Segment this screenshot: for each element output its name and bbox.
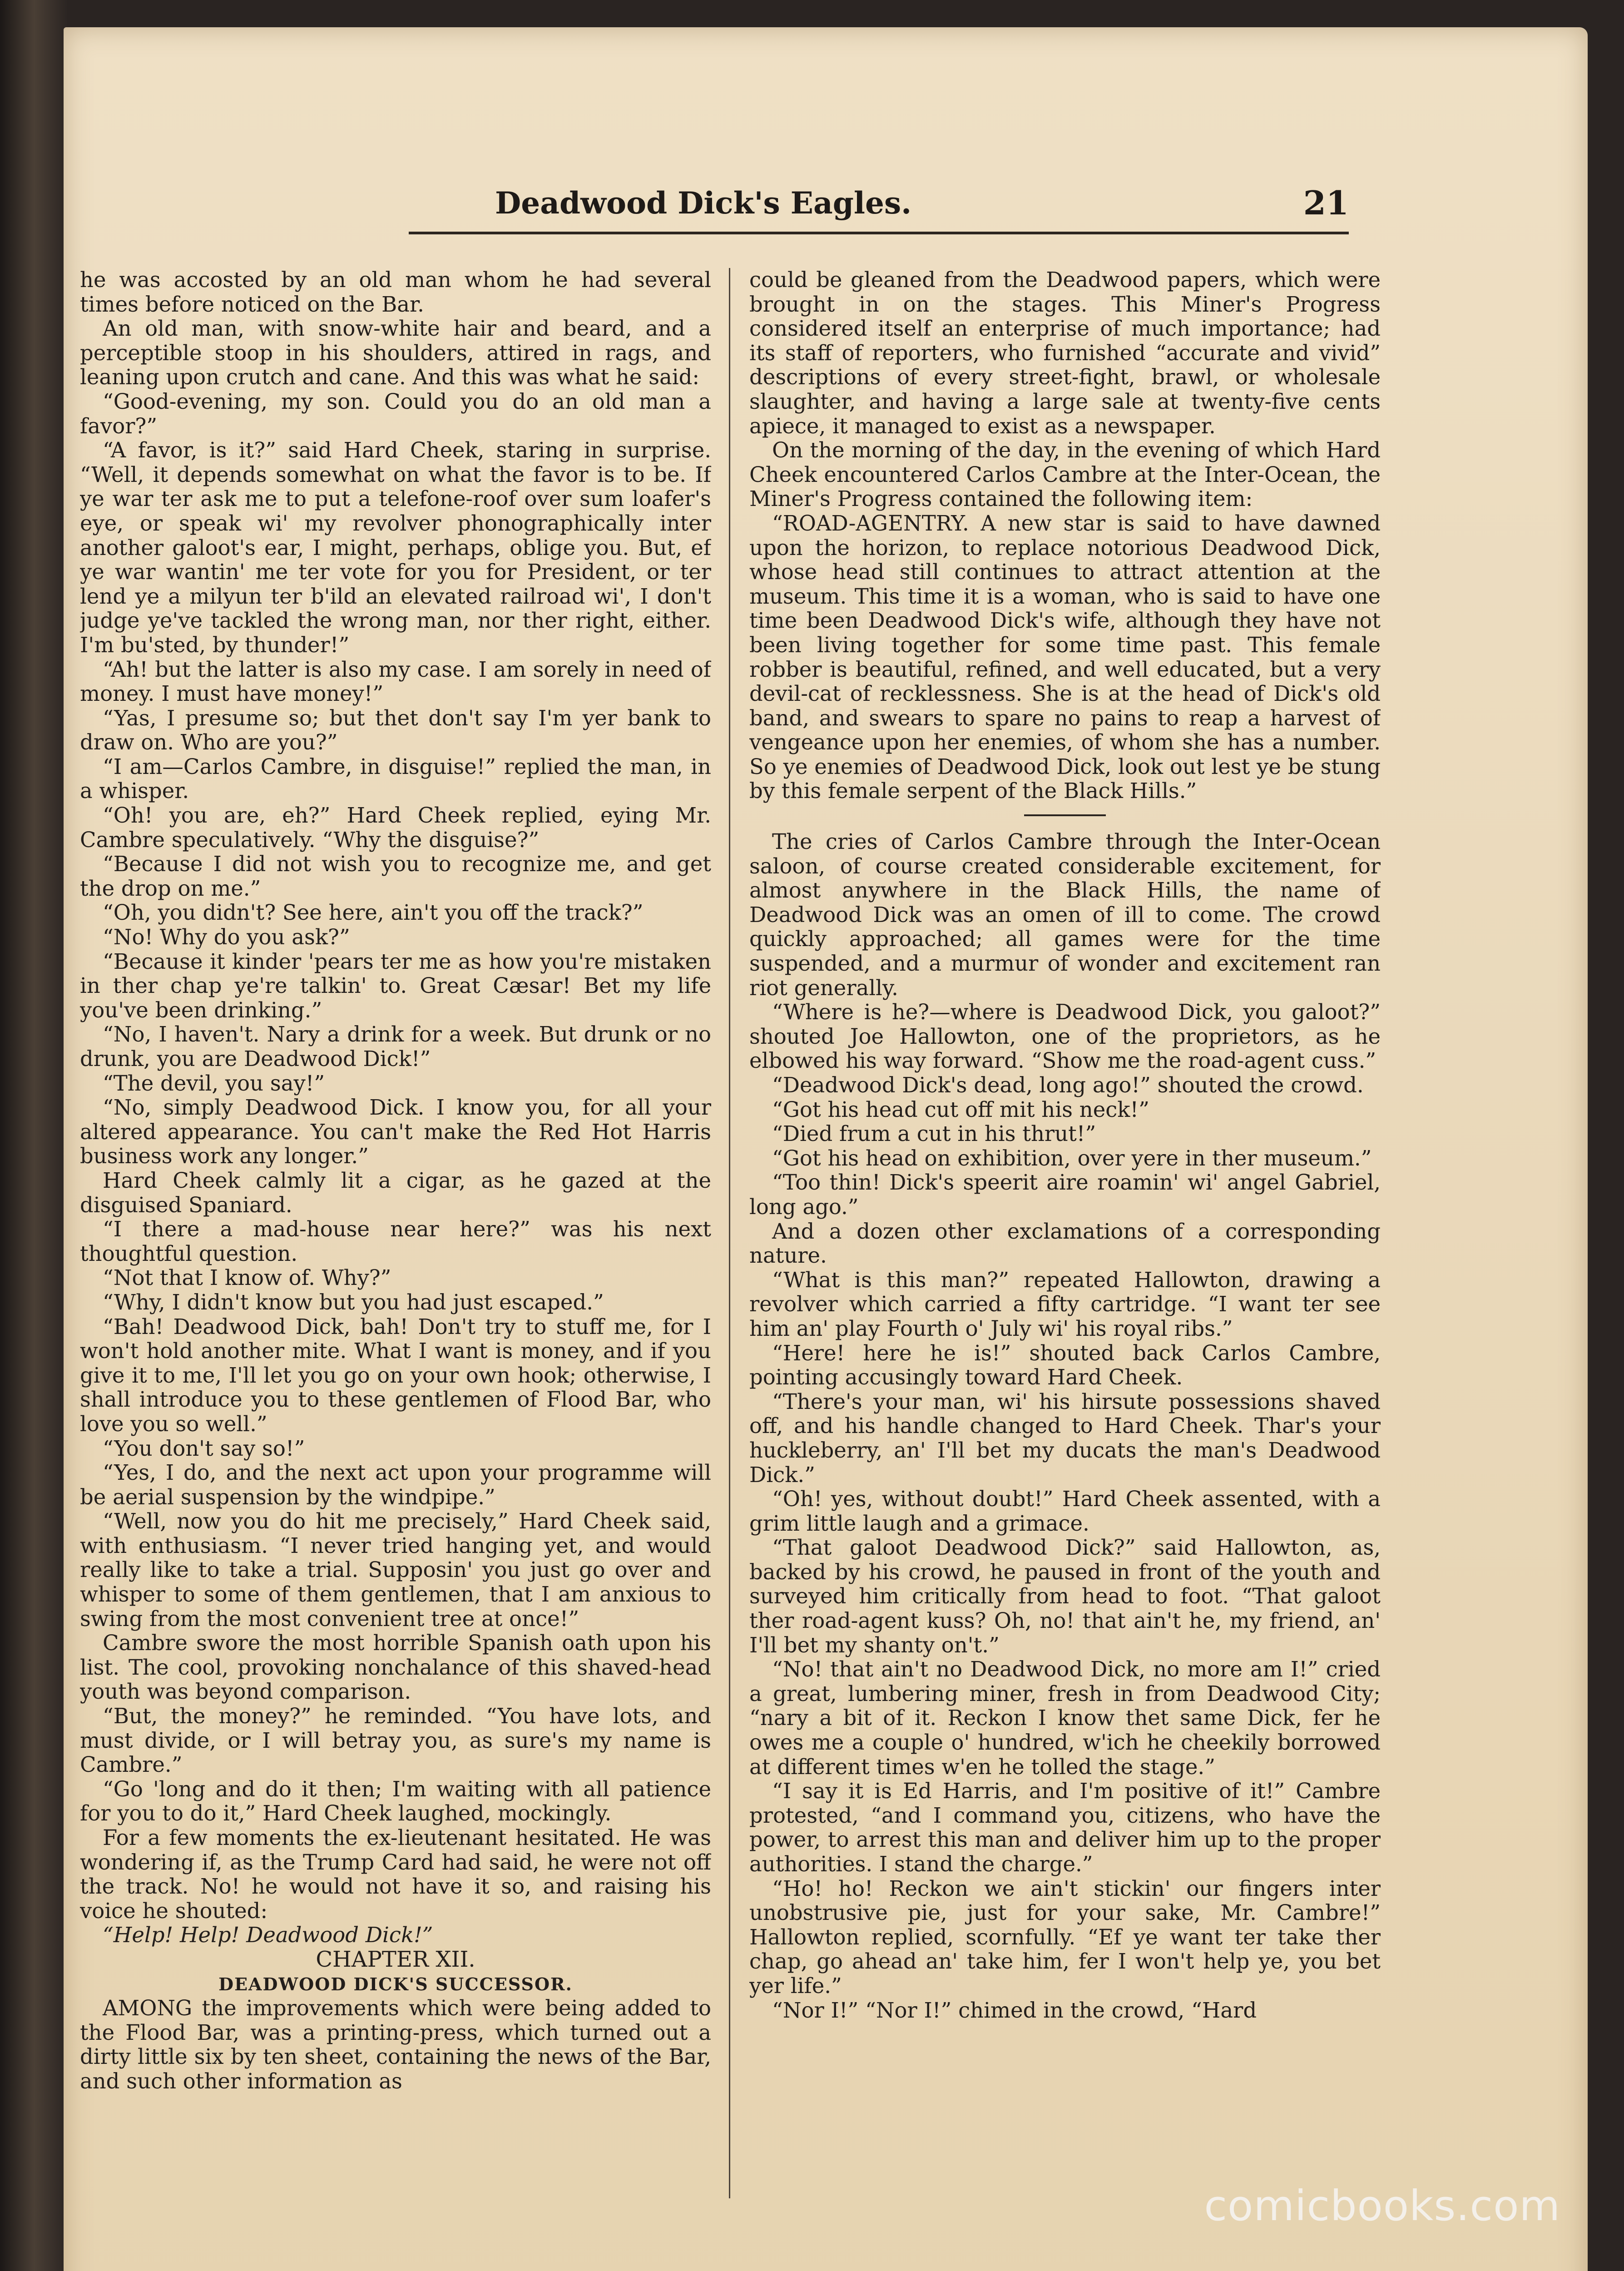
paragraph: “I say it is Ed Harris, and I'm positive of it!” Cambre protested, “and I command you, citizens, who have the power, to arrest this man and deliver him up to the proper authorities. I stand the charge.” [749, 1779, 1381, 1876]
watermark: comicbooks.com [1204, 2182, 1560, 2230]
paragraph: “Died frum a cut in his thrut!” [772, 1121, 1096, 1146]
paragraph: he was accosted by an old man whom he had several times before noticed on the Bar. [80, 268, 711, 317]
paragraph: “No! Why do you ask?” [103, 925, 350, 950]
paragraph: “But, the money?” he reminded. “You have lots, and must divide, or I will betray you, as sure's my name is Cambre.” [80, 1704, 711, 1777]
paragraph: “Got his head cut off mit his neck!” [772, 1097, 1149, 1122]
paragraph: “Oh! you are, eh?” Hard Cheek replied, eying Mr. Cambre speculatively. “Why the disguise?” [80, 803, 711, 852]
paragraph: “Go 'long and do it then; I'm waiting with all patience for you to do it,” Hard Cheek laughed, mockingly. [80, 1776, 711, 1826]
news-item: “ROAD-AGENTRY. A new star is said to have dawned upon the horizon, to replace notorious Deadwood Dick, whose head still continues to attract attention at the museum. This time it is a woman, who is said to have one time been Deadwood Dick's wife, although they have not been living together for some time past. This female robber is beautiful, refined, and well educated, but a very devil-cat of recklessness. She is at the head of Dick's old band, and swears to spare no pains to reap a harvest of vengeance upon her enemies, of whom she has a number. So ye enemies of Deadwood Dick, look out lest ye be stung by this female serpent of the Black Hills.” [749, 511, 1381, 803]
paragraph: “I there a mad-house near here?” was his next thoughtful question. [80, 1217, 711, 1266]
paragraph: “Oh, you didn't? See here, ain't you off the track?” [103, 900, 644, 925]
page-number: 21 [1303, 183, 1349, 222]
paragraph: “Good-evening, my son. Could you do an old man a favor?” [80, 389, 711, 438]
paragraph: “The devil, you say!” [103, 1071, 325, 1096]
paragraph: “Ah! but the latter is also my case. I am sorely in need of money. I must have money!” [80, 657, 711, 706]
paragraph: “No! that ain't no Deadwood Dick, no more am I!” cried a great, lumbering miner, fresh in from Deadwood City; “nary a bit of it. Reckon I know thet same Dick, fer he owes me a couple o' hundred, w'ich he cheekily borrowed at different times w'en he tolled the stage.” [749, 1657, 1381, 1779]
column-rule [729, 268, 730, 2198]
chapter-number: CHAPTER XII. [316, 1946, 475, 1972]
paragraph: “Ho! ho! Reckon we ain't stickin' our fingers inter unobstrusive pie, just for your sake, Mr. Cambre!” Hallowton replied, scornfully. “Ef ye want ter take ther chap, go ahead an' take him, fer I won't help ye, you bet yer life.” [749, 1876, 1381, 1998]
paragraph: “Because it kinder 'pears ter me as how you're mistaken in ther chap ye're talkin' to. Great Cæsar! Bet my life you've been drinking.” [80, 949, 711, 1022]
paragraph: For a few moments the ex-lieutenant hesitated. He was wondering if, as the Trump Card had said, he were not off the track. No! he would not have it so, and raising his voice he shouted: [80, 1825, 711, 1923]
paragraph: “Yes, I do, and the next act upon your programme will be aerial suspension by the windpipe.” [80, 1460, 711, 1509]
paragraph: “That galoot Deadwood Dick?” said Hallowton, as, backed by his crowd, he paused in front of the youth and surveyed him critically from head to foot. “That galoot ther road-agent kuss? Oh, no! that ain't he, my friend, an' I'll bet my shanty on't.” [749, 1535, 1381, 1657]
paragraph: “Here! here he is!” shouted back Carlos Cambre, pointing accusingly toward Hard Cheek. [749, 1340, 1381, 1390]
paragraph: “Well, now you do hit me precisely,” Hard Cheek said, with enthusiasm. “I never tried hanging yet, and would really like to take a trial. Supposin' you just go over and whisper to some of them gentlemen, that I am anxious to swing from the most convenient tree at once!” [80, 1509, 711, 1631]
right-column [749, 268, 1381, 2176]
section-separator [1024, 814, 1106, 816]
paragraph: “Deadwood Dick's dead, long ago!” shouted the crowd. [772, 1073, 1364, 1097]
paragraph: “Yas, I presume so; but thet don't say I'm yer bank to draw on. Who are you?” [80, 705, 711, 755]
paragraph: The cries of Carlos Cambre through the Inter-Ocean saloon, of course created considerable excitement, for almost anywhere in the Black Hills, the name of Deadwood Dick was an omen of ill to come. The crowd quickly approached; all games were for the time suspended, and a murmur of wonder and excitement ran riot generally. [749, 829, 1381, 1000]
running-title: Deadwood Dick's Eagles. [495, 185, 912, 221]
paragraph: Hard Cheek calmly lit a cigar, as he gazed at the disguised Spaniard. [80, 1168, 711, 1217]
chapter-opening: AMONG the improvements which were being added to the Flood Bar, was a printing-press, which turned out a dirty little six by ten sheet, containing the news of the Bar, and such other information as [80, 1996, 711, 2093]
paragraph: “I am—Carlos Cambre, in disguise!” replied the man, in a whisper. [80, 754, 711, 803]
paragraph: “A favor, is it?” said Hard Cheek, staring in surprise. “Well, it depends somewhat on what the favor is to be. If ye war ter ask me to put a telefone-roof over sum loafer's eye, or speak wi' my revolver phonographically inter another galoot's ear, I might, perhaps, oblige you. But, ef ye war wantin' me ter vote for you for President, or ter lend ye a milyun ter b'ild an elevated railroad wi', I don't judge ye've tackled the wrong man, nor ther right, either. I'm bu'sted, by thunder!” [80, 438, 711, 657]
paragraph: “Got his head on exhibition, over yere in ther museum.” [772, 1145, 1372, 1170]
paragraph: “Oh! yes, without doubt!” Hard Cheek assented, with a grim little laugh and a grimace. [749, 1487, 1381, 1536]
paragraph: “What is this man?” repeated Hallowton, drawing a revolver which carried a fifty cartridge. “I want ter see him an' play Fourth o' July wi' his royal ribs.” [749, 1267, 1381, 1341]
chapter-title: DEADWOOD DICK'S SUCCESSOR. [218, 1973, 573, 1994]
paragraph: An old man, with snow-white hair and beard, and a perceptible stoop in his shoulders, attired in rags, and leaning upon crutch and cane. And this was what he said: [80, 316, 711, 390]
book-spine [0, 0, 68, 2271]
paragraph: “Because I did not wish you to recognize me, and get the drop on me.” [80, 852, 711, 901]
paragraph: “Where is he?—where is Deadwood Dick, you galoot?” shouted Joe Hallowton, one of the proprietors, as he elbowed his way forward. “Show me the road-agent cuss.” [749, 1000, 1381, 1073]
paragraph: “No, simply Deadwood Dick. I know you, for all your altered appearance. You can't make the Red Hot Harris business work any longer.” [80, 1095, 711, 1169]
paragraph: “You don't say so!” [103, 1436, 305, 1461]
paragraph: could be gleaned from the Deadwood papers, which were brought in on the stages. This Miner's Progress considered itself an enterprise of much importance; had its staff of reporters, who furnished “accurate and vivid” descriptions of every street-fight, brawl, or wholesale slaughter, and having a large sale at twenty-five cents apiece, it managed to exist as a newspaper. [749, 268, 1381, 438]
paragraph: Cambre swore the most horrible Spanish oath upon his list. The cool, provoking nonchalance of this shaved-head youth was beyond comparison. [80, 1631, 711, 1704]
paragraph: “Why, I didn't know but you had just escaped.” [103, 1289, 604, 1314]
paragraph: On the morning of the day, in the evening of which Hard Cheek encountered Carlos Cambre at the Inter-Ocean, the Miner's Progress contained the following item: [749, 438, 1381, 511]
running-header [409, 182, 1349, 234]
paragraph: And a dozen other exclamations of a corresponding nature. [749, 1219, 1381, 1268]
paragraph: “Not that I know of. Why?” [103, 1265, 391, 1290]
paragraph: “No, I haven't. Nary a drink for a week. But drunk or no drunk, you are Deadwood Dick!” [80, 1022, 711, 1071]
paragraph: “Too thin! Dick's speerit aire roamin' wi' angel Gabriel, long ago.” [749, 1170, 1381, 1219]
paragraph: “Bah! Deadwood Dick, bah! Don't try to stuff me, for I won't hold another mite. What I want is money, and if you give it to me, I'll let you go on your own hook; otherwise, I shall introduce you to these gentlemen of Flood Bar, who love you so well.” [80, 1314, 711, 1436]
paragraph: “Help! Help! Deadwood Dick!” [103, 1923, 433, 1948]
paragraph: “There's your man, wi' his hirsute possessions shaved off, and his handle changed to Hard Cheek. Thar's your huckleberry, an' I'll bet my ducats the man's Deadwood Dick.” [749, 1389, 1381, 1487]
paragraph: “Nor I!” “Nor I!” chimed in the crowd, “Hard [772, 1998, 1257, 2023]
left-column [80, 268, 711, 2176]
